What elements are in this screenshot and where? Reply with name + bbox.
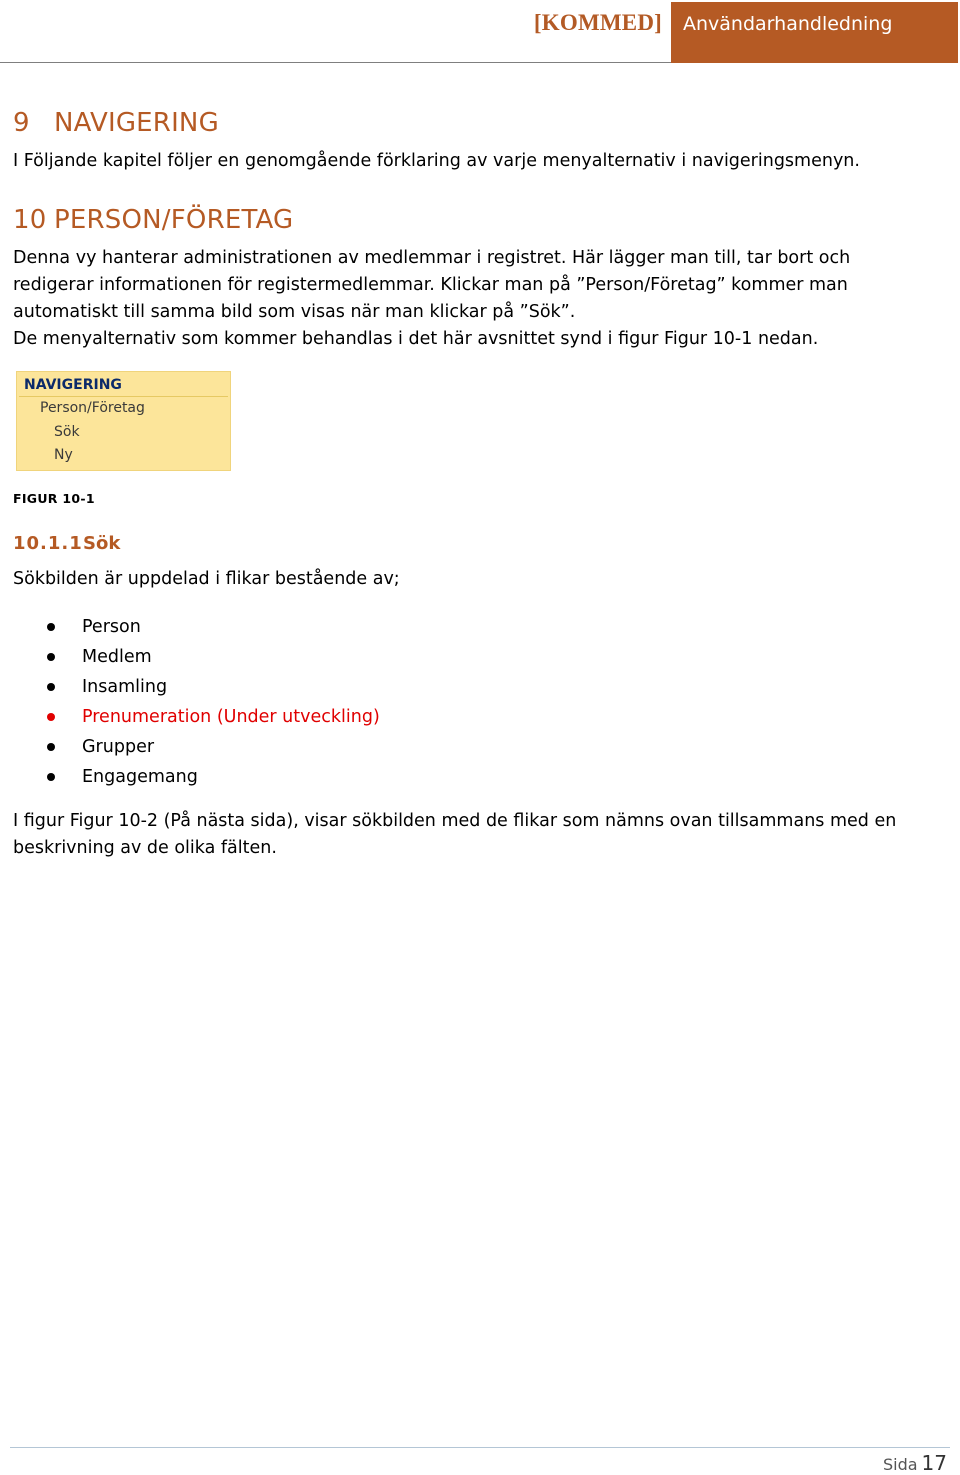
navigation-menu-figure <box>16 371 231 471</box>
nav-item-sok: Sök <box>54 424 80 440</box>
heading-number: 10 <box>13 205 47 235</box>
heading-title: NAVIGERING <box>54 108 219 138</box>
section-10-1-1-outro: I figur Figur 10-2 (På nästa sida), visar sökbilden med de flikar som nämns ovan tillsammans med en beskrivning av de olika fälten. <box>13 811 897 858</box>
page-number-value: 17 <box>921 1451 947 1475</box>
section-9-body: I Följande kapitel följer en genomgående förklaring av varje menyalternativ i navigeringsmenyn. <box>13 151 860 171</box>
footer-divider <box>10 1447 950 1448</box>
nav-menu-header: NAVIGERING <box>24 377 122 393</box>
bullet-icon <box>47 683 55 691</box>
list-item-text: Prenumeration (Under utveckling) <box>82 707 380 727</box>
list-item <box>0 762 600 792</box>
bullet-icon <box>47 653 55 661</box>
heading-section-9 <box>13 108 219 138</box>
heading-title: PERSON/FÖRETAG <box>54 205 294 235</box>
list-item <box>0 702 600 732</box>
list-item-text: Engagemang <box>82 767 198 787</box>
nav-menu-divider <box>19 396 228 397</box>
list-item-text: Person <box>82 617 141 637</box>
list-item-text: Medlem <box>82 647 152 667</box>
heading-number: 9 <box>13 108 30 138</box>
bullet-icon <box>47 713 55 721</box>
page-number <box>883 1451 947 1475</box>
list-item <box>0 672 600 702</box>
header-divider <box>0 62 671 63</box>
page-header <box>0 0 960 64</box>
heading-section-10-1-1 <box>13 533 120 554</box>
list-item <box>0 642 600 672</box>
page-label: Sida <box>882 1455 918 1474</box>
list-item <box>0 732 600 762</box>
bullet-icon <box>47 623 55 631</box>
list-item-text: Grupper <box>82 737 155 757</box>
section-10-paragraph-1: Denna vy hanterar administrationen av medlemmar i registret. Här lägger man till, tar bort och redigerar informationen för registermedlemmar. Klickar man på ”Person/Företag” kommer man automatiskt till samma bild som visas när man klickar på ”Sök”. <box>13 248 851 322</box>
heading-title: Sök <box>83 533 121 554</box>
bullet-icon <box>47 773 55 781</box>
list-item <box>0 612 600 642</box>
nav-item-ny: Ny <box>54 447 73 463</box>
document-brand: [KOMMED] <box>533 10 662 35</box>
heading-number: 10.1.1 <box>13 533 83 554</box>
nav-item-person-foretag: Person/Företag <box>40 400 145 416</box>
list-item-text: Insamling <box>82 677 168 697</box>
section-10-1-1-intro: Sökbilden är uppdelad i flikar bestående av; <box>13 569 400 589</box>
heading-section-10 <box>13 205 293 235</box>
document-type-tag: Användarhandledning <box>671 2 958 63</box>
section-10-paragraph-2: De menyalternativ som kommer behandlas i det här avsnittet synd i figur Figur 10-1 nedan. <box>13 329 819 349</box>
figure-caption: FIGUR 10-1 <box>13 491 95 506</box>
bullet-icon <box>47 743 55 751</box>
